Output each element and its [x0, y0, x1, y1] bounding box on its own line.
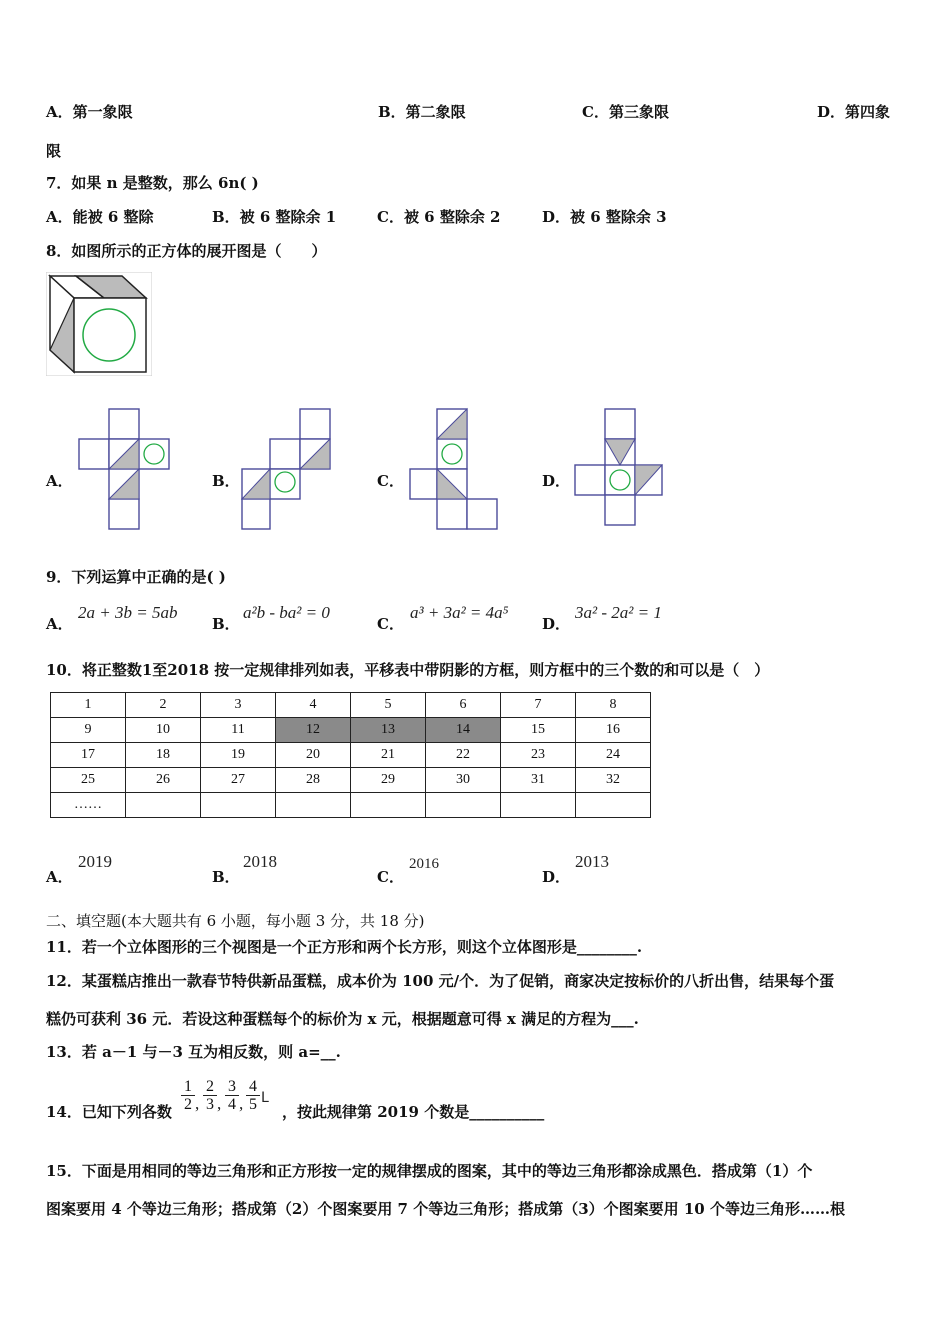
fraction-4	[246, 1078, 260, 1113]
table-row	[51, 718, 651, 743]
q15-line2: 图案要用 4 个等边三角形；搭成第（2）个图案要用 7 个等边三角形；搭成第（3）个图案要用 10 个等边三角形……根	[46, 1200, 845, 1218]
q7-option-a: A．能被 6 整除	[46, 208, 154, 226]
table-cell: 7	[501, 693, 576, 718]
cube-figure	[46, 272, 152, 376]
table-cell: 31	[501, 768, 576, 793]
q7-stem: 7．如果 n 是整数，那么 6n( )	[46, 174, 259, 192]
table-cell: 16	[576, 718, 651, 743]
q7-option-d: D．被 6 整除余 3	[542, 208, 667, 226]
table-cell: 26	[126, 768, 201, 793]
denominator: 3	[203, 1095, 217, 1113]
net-option-b	[240, 407, 336, 531]
table-cell: 4	[276, 693, 351, 718]
denominator: 5	[246, 1095, 260, 1113]
table-cell: ……	[51, 793, 126, 818]
table-cell: 15	[501, 718, 576, 743]
q8-stem: 8．如图所示的正方体的展开图是（ ）	[46, 242, 327, 260]
numerator: 3	[228, 1078, 236, 1095]
table-row	[51, 768, 651, 793]
q10-option-c: 2016	[409, 856, 439, 872]
table-cell: 19	[201, 743, 276, 768]
q7-option-c: C．被 6 整除余 2	[377, 208, 501, 226]
q10-option-b: 2018	[243, 852, 277, 871]
table-cell	[351, 793, 426, 818]
table-cell: 5	[351, 693, 426, 718]
shaded-cell: 13	[351, 718, 426, 743]
q9-label-d: D．	[542, 615, 571, 633]
q9-stem: 9．下列运算中正确的是( )	[46, 568, 226, 586]
q9-expr-a: 2a + 3b = 5ab	[78, 603, 178, 622]
fraction-3	[225, 1078, 239, 1113]
numerator: 1	[184, 1078, 192, 1095]
q9-label-a: A．	[46, 615, 73, 633]
q9-expr-c: a³ + 3a² = 4a⁵	[410, 603, 509, 622]
denominator: 4	[225, 1095, 239, 1113]
table-cell: 6	[426, 693, 501, 718]
q7-option-b: B．被 6 整除余 1	[212, 208, 337, 226]
q6-option-b: B．第二象限	[378, 103, 466, 121]
table-cell: 11	[201, 718, 276, 743]
q9-expr-b: a²b - ba² = 0	[243, 603, 330, 622]
table-cell: 27	[201, 768, 276, 793]
table-row	[51, 793, 651, 818]
table-cell: 18	[126, 743, 201, 768]
q10-option-a: 2019	[78, 852, 112, 871]
q8-label-c: C．	[377, 472, 404, 490]
table-cell	[501, 793, 576, 818]
table-cell	[576, 793, 651, 818]
table-cell: 25	[51, 768, 126, 793]
q10-stem: 10．将正整数1至2018 按一定规律排列如表，平移表中带阴影的方框，则方框中的三个数的和可以是（ ）	[46, 661, 770, 679]
table-cell: 22	[426, 743, 501, 768]
net-option-a	[76, 407, 172, 531]
q11-text: 11．若一个立体图形的三个视图是一个正方形和两个长方形，则这个立体图形是________.	[46, 938, 643, 956]
fraction-2	[203, 1078, 217, 1113]
table-cell	[426, 793, 501, 818]
q12-line1: 12．某蛋糕店推出一款春节特供新品蛋糕，成本价为 100 元/个．为了促销，商家决定按标价的八折出售，结果每个蛋	[46, 972, 835, 990]
table-cell: 2	[126, 693, 201, 718]
q8-label-b: B．	[212, 472, 240, 490]
q13-text: 13．若 a－1 与－3 互为相反数，则 a=__.	[46, 1043, 341, 1061]
table-cell: 8	[576, 693, 651, 718]
q9-label-c: C．	[377, 615, 404, 633]
q15-line1: 15．下面是用相同的等边三角形和正方形按一定的规律摆成的图案，其中的等边三角形都涂成黑色．搭成第（1）个	[46, 1162, 813, 1180]
q8-label-a: A．	[46, 472, 73, 490]
q10-label-b: B．	[212, 868, 240, 886]
section-title: 二、填空题(本大题共有 6 小题，每小题 3 分，共 18 分)	[46, 912, 425, 930]
q14-prefix: 14．已知下列各数	[46, 1103, 172, 1121]
q6-option-d: D．第四象	[817, 103, 891, 121]
number-table	[50, 692, 651, 818]
table-cell: 32	[576, 768, 651, 793]
shaded-cell: 12	[276, 718, 351, 743]
table-cell	[126, 793, 201, 818]
q9-label-b: B．	[212, 615, 240, 633]
table-cell	[201, 793, 276, 818]
table-cell: 9	[51, 718, 126, 743]
q6-option-d-continued: 限	[46, 142, 62, 160]
fraction-1	[181, 1078, 195, 1113]
q9-expr-d: 3a² - 2a² = 1	[575, 603, 662, 622]
table-cell: 23	[501, 743, 576, 768]
q8-label-d: D．	[542, 472, 571, 490]
net-option-c	[407, 407, 503, 531]
denominator: 2	[181, 1095, 195, 1113]
table-cell: 29	[351, 768, 426, 793]
table-cell: 28	[276, 768, 351, 793]
table-row	[51, 693, 651, 718]
q14-suffix: ，按此规律第 2019 个数是__________	[282, 1103, 545, 1121]
numerator: 2	[206, 1078, 214, 1095]
ellipsis-l: L	[261, 1090, 269, 1106]
table-cell: 21	[351, 743, 426, 768]
q10-option-d: 2013	[575, 852, 609, 871]
table-cell: 30	[426, 768, 501, 793]
q10-label-d: D．	[542, 868, 571, 886]
table-cell: 20	[276, 743, 351, 768]
table-cell: 17	[51, 743, 126, 768]
q10-label-a: A．	[46, 868, 73, 886]
table-cell: 3	[201, 693, 276, 718]
q10-label-c: C．	[377, 868, 404, 886]
numerator: 4	[249, 1078, 257, 1095]
net-option-d	[570, 407, 666, 531]
table-cell: 24	[576, 743, 651, 768]
q6-option-c: C．第三象限	[582, 103, 669, 121]
q12-line2: 糕仍可获利 36 元．若设这种蛋糕每个的标价为 x 元，根据题意可得 x 满足的方程为___.	[46, 1010, 639, 1028]
table-cell: 1	[51, 693, 126, 718]
shaded-cell: 14	[426, 718, 501, 743]
table-cell	[276, 793, 351, 818]
table-row	[51, 743, 651, 768]
table-cell: 10	[126, 718, 201, 743]
q6-option-a: A．第一象限	[46, 103, 133, 121]
